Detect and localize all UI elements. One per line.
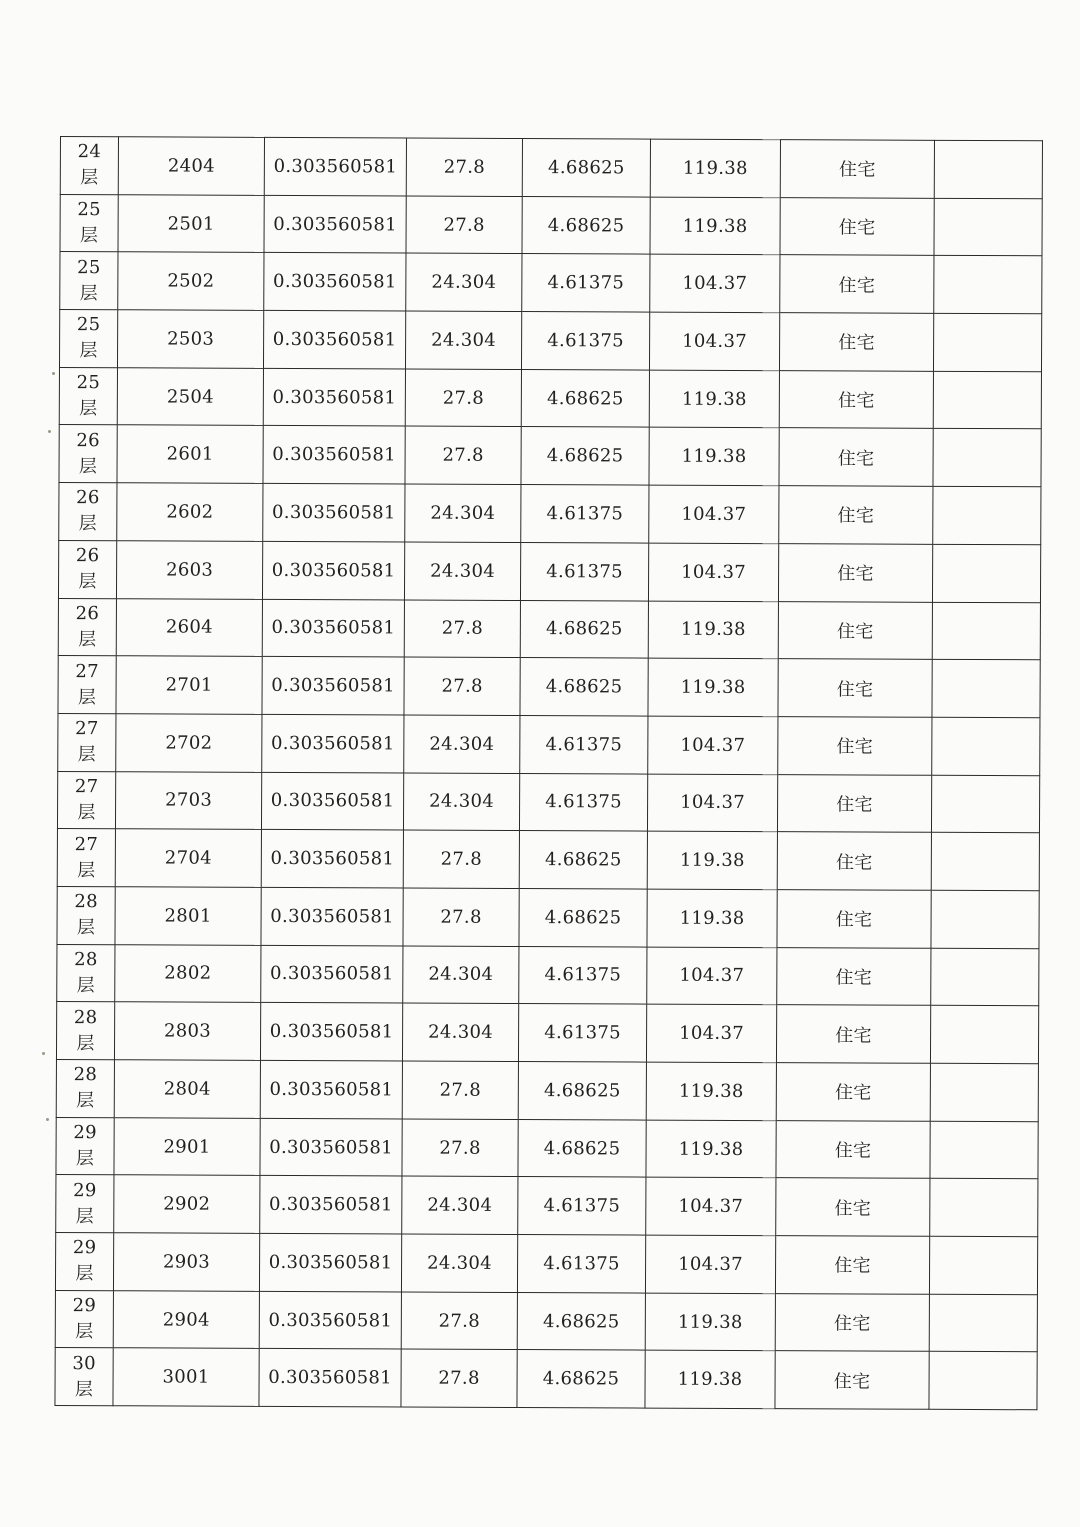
- remarks-cell: [930, 1179, 1038, 1237]
- usage-cell: 住宅: [775, 1351, 929, 1409]
- usage-cell: 住宅: [775, 1293, 929, 1351]
- floor-cell: [56, 1117, 114, 1175]
- remarks-cell: [932, 717, 1040, 775]
- total-area-cell: 104.37: [646, 1004, 776, 1062]
- room-number-cell: 2903: [113, 1233, 259, 1291]
- usage-cell: 住宅: [777, 890, 931, 948]
- room-number-cell: 2801: [115, 887, 261, 945]
- floor-unit: 层: [78, 513, 98, 535]
- floor-number: 29: [72, 1295, 97, 1317]
- table-row: [56, 1117, 1038, 1179]
- table-row: [57, 771, 1039, 833]
- room-number-cell: 2502: [118, 252, 264, 310]
- floor-unit: 层: [74, 1378, 94, 1400]
- room-number-cell: 2803: [114, 1002, 260, 1060]
- remarks-cell: [931, 775, 1039, 833]
- total-area-cell: 119.38: [649, 428, 779, 486]
- usage-cell: 住宅: [776, 1120, 930, 1178]
- floor-unit: 层: [79, 398, 98, 420]
- area-a-cell: 27.8: [401, 1349, 517, 1407]
- area-b-cell: 4.68625: [517, 1350, 645, 1408]
- area-b-cell: 4.61375: [517, 1235, 645, 1293]
- area-b-cell: 4.68625: [520, 658, 648, 716]
- usage-cell: 住宅: [780, 140, 934, 198]
- floor-number: 25: [77, 256, 101, 278]
- ratio-cell: 0.303560581: [260, 1060, 402, 1118]
- area-a-cell: 27.8: [405, 426, 521, 484]
- total-area-cell: 119.38: [646, 1062, 776, 1120]
- floor-unit: 层: [75, 1321, 94, 1343]
- usage-cell: 住宅: [779, 313, 933, 371]
- floor-cell: [58, 656, 116, 714]
- scan-speck: [52, 372, 55, 375]
- table-row: [58, 656, 1040, 718]
- room-number-cell: 2604: [116, 598, 262, 656]
- usage-cell: 住宅: [778, 659, 932, 717]
- area-b-cell: 4.68625: [520, 600, 648, 658]
- table-row: [60, 194, 1042, 256]
- area-a-cell: 24.304: [401, 1234, 517, 1292]
- room-number-cell: 2404: [118, 137, 264, 195]
- ratio-cell: 0.303560581: [262, 714, 404, 772]
- room-number-cell: 2704: [115, 829, 261, 887]
- ratio-cell: 0.303560581: [263, 426, 405, 484]
- remarks-cell: [934, 256, 1042, 314]
- area-a-cell: 27.8: [405, 369, 521, 427]
- floor-number: 28: [73, 1064, 98, 1086]
- area-a-cell: 24.304: [405, 484, 521, 542]
- table-row: [55, 1290, 1037, 1352]
- room-number-cell: 2901: [114, 1117, 260, 1175]
- area-a-cell: 24.304: [406, 253, 522, 311]
- area-a-cell: 24.304: [402, 1003, 518, 1061]
- usage-cell: 住宅: [779, 370, 933, 428]
- table-row: [56, 1175, 1038, 1237]
- floor-unit: 层: [75, 1263, 94, 1285]
- floor-number: 29: [72, 1237, 97, 1259]
- scan-speck: [48, 430, 51, 433]
- table-row: [60, 252, 1042, 314]
- area-b-cell: 4.61375: [522, 254, 650, 312]
- remarks-cell: [931, 890, 1039, 948]
- ratio-cell: 0.303560581: [260, 1118, 402, 1176]
- floor-unit: 层: [76, 1032, 95, 1054]
- floor-cell: [60, 252, 118, 310]
- floor-unit: 层: [79, 225, 99, 247]
- area-b-cell: 4.61375: [519, 773, 647, 831]
- table-row: [55, 1233, 1037, 1295]
- table-row: [57, 944, 1039, 1006]
- floor-unit: 层: [78, 455, 98, 477]
- area-a-cell: 24.304: [402, 1176, 518, 1234]
- floor-unit: 层: [76, 1090, 95, 1112]
- table-row: [56, 1002, 1038, 1064]
- remarks-cell: [933, 486, 1041, 544]
- area-a-cell: 27.8: [401, 1292, 517, 1350]
- total-area-cell: 119.38: [647, 889, 777, 947]
- remarks-cell: [930, 1063, 1038, 1121]
- area-b-cell: 4.68625: [518, 1119, 646, 1177]
- usage-cell: 住宅: [776, 1063, 930, 1121]
- remarks-cell: [932, 659, 1040, 717]
- usage-cell: 住宅: [780, 255, 934, 313]
- floor-unit: 层: [75, 1205, 94, 1227]
- area-b-cell: 4.68625: [518, 1062, 646, 1120]
- table-row: [57, 886, 1039, 948]
- ratio-cell: 0.303560581: [263, 484, 405, 542]
- remarks-cell: [931, 948, 1039, 1006]
- floor-cell: [57, 944, 115, 1002]
- area-a-cell: 27.8: [403, 888, 519, 946]
- room-number-cell: 2703: [115, 771, 261, 829]
- floor-unit: 层: [76, 975, 95, 997]
- floor-number: 26: [75, 545, 100, 567]
- ratio-cell: 0.303560581: [262, 657, 404, 715]
- remarks-cell: [934, 198, 1042, 256]
- floor-unit: 层: [76, 917, 96, 939]
- floor-cell: [56, 1002, 114, 1060]
- floor-unit: 层: [77, 859, 96, 881]
- remarks-cell: [929, 1236, 1037, 1294]
- table-row: [59, 310, 1041, 372]
- area-b-cell: 4.61375: [521, 485, 649, 543]
- area-b-cell: 4.61375: [520, 542, 648, 600]
- area-b-cell: 4.68625: [521, 369, 649, 427]
- area-a-cell: 24.304: [403, 946, 519, 1004]
- floor-cell: [58, 713, 116, 771]
- remarks-cell: [933, 429, 1041, 487]
- area-a-cell: 24.304: [404, 542, 520, 600]
- remarks-cell: [933, 371, 1041, 429]
- usage-cell: 住宅: [777, 947, 931, 1005]
- table-row: [59, 425, 1041, 487]
- ratio-cell: 0.303560581: [260, 1176, 402, 1234]
- total-area-cell: 119.38: [646, 1120, 776, 1178]
- ratio-cell: 0.303560581: [261, 772, 403, 830]
- floor-number: 26: [75, 602, 100, 625]
- ratio-cell: 0.303560581: [260, 1003, 402, 1061]
- floor-cell: [56, 1059, 114, 1117]
- usage-cell: 住宅: [775, 1236, 929, 1294]
- total-area-cell: 119.38: [648, 601, 778, 659]
- remarks-cell: [930, 1006, 1038, 1064]
- floor-cell: [59, 483, 117, 541]
- scan-speck: [42, 1052, 45, 1055]
- area-b-cell: 4.68625: [519, 831, 647, 889]
- floor-unit: 层: [77, 744, 97, 766]
- floor-number: 28: [74, 949, 98, 971]
- ratio-cell: 0.303560581: [264, 195, 406, 253]
- room-number-cell: 2602: [117, 483, 263, 541]
- area-a-cell: 27.8: [402, 1119, 518, 1177]
- total-area-cell: 119.38: [648, 658, 778, 716]
- floor-number: 24: [77, 141, 102, 163]
- room-number-cell: 2802: [115, 944, 261, 1002]
- area-a-cell: 27.8: [402, 1061, 518, 1119]
- remarks-cell: [934, 140, 1042, 198]
- area-b-cell: 4.68625: [522, 196, 650, 254]
- floor-number: 29: [73, 1122, 97, 1144]
- floor-cell: [57, 886, 115, 944]
- floor-unit: 层: [80, 167, 99, 189]
- usage-cell: 住宅: [776, 1005, 930, 1063]
- remarks-cell: [931, 833, 1039, 891]
- floor-unit: 层: [78, 571, 97, 593]
- ratio-cell: 0.303560581: [264, 137, 406, 195]
- total-area-cell: 104.37: [645, 1235, 775, 1293]
- table-row: [56, 1059, 1038, 1121]
- room-number-cell: 2504: [117, 368, 263, 426]
- total-area-cell: 104.37: [650, 254, 780, 312]
- floor-number: 27: [74, 833, 99, 855]
- area-b-cell: 4.61375: [519, 946, 647, 1004]
- floor-number: 28: [74, 891, 98, 913]
- remarks-cell: [930, 1121, 1038, 1179]
- area-a-cell: 24.304: [405, 311, 521, 369]
- area-a-cell: 27.8: [404, 600, 520, 658]
- room-number-cell: 2701: [116, 656, 262, 714]
- area-b-cell: 4.68625: [519, 888, 647, 946]
- room-number-cell: 2503: [117, 310, 263, 368]
- usage-cell: 住宅: [777, 832, 931, 890]
- floor-cell: [59, 425, 117, 483]
- table-row: [57, 829, 1039, 891]
- table-row: [55, 1348, 1037, 1410]
- remarks-cell: [933, 313, 1041, 371]
- floor-number: 29: [73, 1179, 97, 1201]
- ratio-cell: 0.303560581: [259, 1349, 401, 1407]
- room-number-cell: 2603: [116, 541, 262, 599]
- area-b-cell: 4.61375: [520, 715, 648, 773]
- area-b-cell: 4.68625: [517, 1292, 645, 1350]
- ratio-cell: 0.303560581: [262, 541, 404, 599]
- total-area-cell: 119.38: [645, 1351, 775, 1409]
- ratio-cell: 0.303560581: [259, 1233, 401, 1291]
- floor-number: 27: [75, 660, 99, 682]
- table-row: [59, 483, 1041, 545]
- table-row: [58, 540, 1040, 602]
- floor-cell: [56, 1175, 114, 1233]
- floor-unit: 层: [75, 1148, 95, 1170]
- floor-cell: [55, 1290, 113, 1348]
- total-area-cell: 104.37: [649, 312, 779, 370]
- floor-cell: [59, 367, 117, 425]
- room-number-cell: 2501: [118, 194, 264, 252]
- ratio-cell: 0.303560581: [261, 887, 403, 945]
- ratio-cell: 0.303560581: [261, 945, 403, 1003]
- room-number-cell: 3001: [113, 1348, 259, 1406]
- room-number-cell: 2702: [116, 714, 262, 772]
- unit-area-table-wrapper: [54, 136, 1042, 1410]
- area-a-cell: 27.8: [406, 138, 522, 196]
- total-area-cell: 104.37: [648, 716, 778, 774]
- total-area-cell: 104.37: [649, 485, 779, 543]
- floor-number: 26: [76, 487, 100, 509]
- table-body: [55, 137, 1043, 1410]
- usage-cell: 住宅: [778, 601, 932, 659]
- total-area-cell: 104.37: [646, 1177, 776, 1235]
- floor-number: 28: [73, 1006, 98, 1028]
- usage-cell: 住宅: [777, 774, 931, 832]
- floor-cell: [60, 137, 118, 195]
- total-area-cell: 119.38: [647, 831, 777, 889]
- floor-unit: 层: [78, 628, 97, 651]
- total-area-cell: 119.38: [650, 139, 780, 197]
- table-row: [58, 598, 1040, 660]
- ratio-cell: 0.303560581: [259, 1291, 401, 1349]
- area-a-cell: 27.8: [403, 830, 519, 888]
- floor-number: 27: [75, 718, 99, 740]
- area-b-cell: 4.68625: [522, 139, 650, 197]
- total-area-cell: 119.38: [645, 1293, 775, 1351]
- usage-cell: 住宅: [780, 197, 934, 255]
- total-area-cell: 104.37: [648, 543, 778, 601]
- table-row: [58, 713, 1040, 775]
- usage-cell: 住宅: [778, 717, 932, 775]
- table-row: [59, 367, 1041, 429]
- remarks-cell: [929, 1294, 1037, 1352]
- floor-number: 25: [77, 199, 101, 221]
- usage-cell: 住宅: [776, 1178, 930, 1236]
- usage-cell: 住宅: [779, 428, 933, 486]
- room-number-cell: 2804: [114, 1060, 260, 1118]
- total-area-cell: 104.37: [647, 774, 777, 832]
- area-b-cell: 4.61375: [518, 1177, 646, 1235]
- ratio-cell: 0.303560581: [261, 830, 403, 888]
- remarks-cell: [932, 602, 1040, 660]
- ratio-cell: 0.303560581: [263, 310, 405, 368]
- area-b-cell: 4.68625: [521, 427, 649, 485]
- floor-unit: 层: [79, 282, 99, 304]
- floor-cell: [58, 598, 116, 656]
- floor-number: 27: [74, 775, 99, 798]
- floor-unit: 层: [77, 801, 96, 824]
- total-area-cell: 104.37: [647, 947, 777, 1005]
- floor-unit: 层: [79, 340, 98, 362]
- area-a-cell: 24.304: [404, 715, 520, 773]
- unit-area-table: [54, 136, 1043, 1410]
- floor-cell: [59, 310, 117, 368]
- table-row: [60, 137, 1042, 199]
- room-number-cell: 2904: [113, 1290, 259, 1348]
- total-area-cell: 119.38: [650, 197, 780, 255]
- usage-cell: 住宅: [779, 486, 933, 544]
- floor-number: 26: [76, 429, 100, 451]
- ratio-cell: 0.303560581: [262, 599, 404, 657]
- room-number-cell: 2902: [114, 1175, 260, 1233]
- area-a-cell: 27.8: [404, 657, 520, 715]
- area-a-cell: 27.8: [406, 196, 522, 254]
- floor-unit: 层: [77, 686, 97, 708]
- floor-number: 25: [76, 314, 101, 336]
- ratio-cell: 0.303560581: [263, 368, 405, 426]
- floor-cell: [55, 1348, 113, 1406]
- floor-cell: [57, 771, 115, 829]
- area-a-cell: 24.304: [403, 773, 519, 831]
- area-b-cell: 4.61375: [518, 1004, 646, 1062]
- room-number-cell: 2601: [117, 425, 263, 483]
- scan-speck: [46, 1118, 49, 1121]
- floor-cell: [60, 194, 118, 252]
- floor-number: 30: [72, 1352, 96, 1374]
- total-area-cell: 119.38: [649, 370, 779, 428]
- ratio-cell: 0.303560581: [264, 253, 406, 311]
- remarks-cell: [932, 544, 1040, 602]
- floor-cell: [55, 1233, 113, 1291]
- floor-cell: [57, 829, 115, 887]
- area-b-cell: 4.61375: [521, 312, 649, 370]
- usage-cell: 住宅: [778, 543, 932, 601]
- remarks-cell: [929, 1352, 1037, 1410]
- floor-number: 25: [76, 372, 101, 394]
- floor-cell: [58, 540, 116, 598]
